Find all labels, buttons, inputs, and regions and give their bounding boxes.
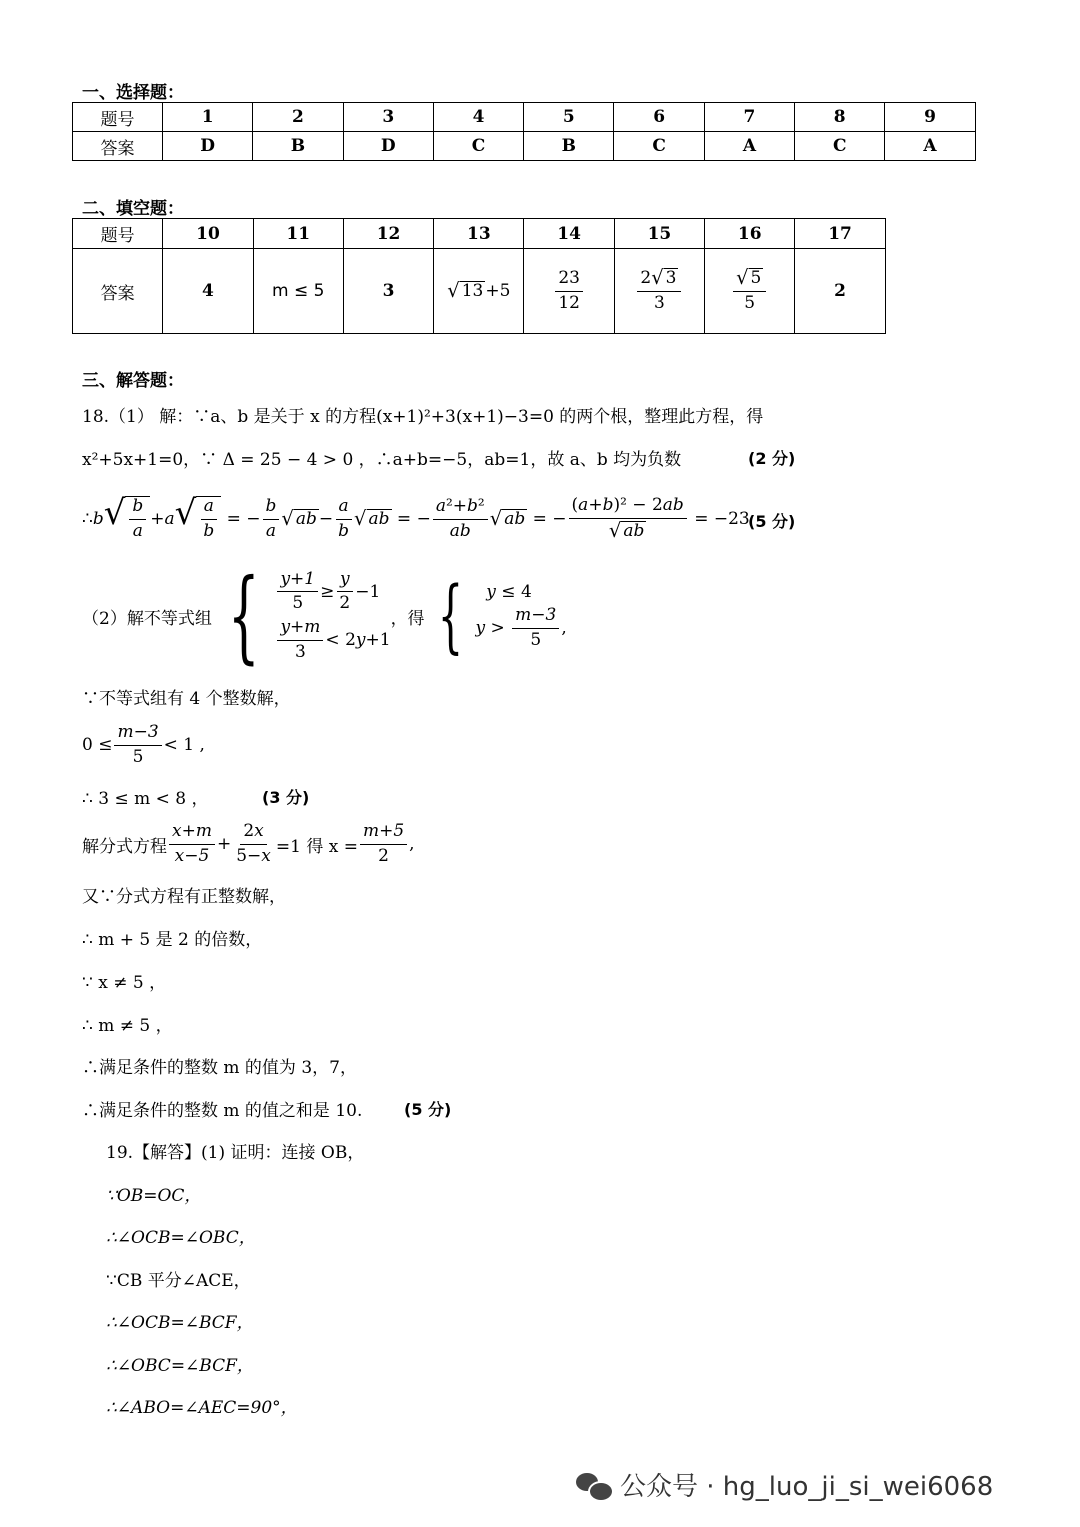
table-cell: 题号 <box>73 219 163 249</box>
q19-line7: ∴∠ABO=∠AEC=90°， <box>106 1398 298 1418</box>
section-title-fill: 二、填空题： <box>82 199 184 219</box>
q18-line10: ∴ m + 5 是 2 的倍数， <box>82 930 263 950</box>
expr-rest: +5 <box>485 280 511 301</box>
numerator: 23 <box>555 269 583 292</box>
table-cell: C <box>795 132 885 161</box>
table-cell: 6 <box>614 103 704 132</box>
radicand: 3 <box>665 268 677 289</box>
radicand: 13 <box>461 280 484 301</box>
q19-line2: ∵OB=OC， <box>106 1186 202 1206</box>
q18-line9: 又∵分式方程有正整数解， <box>82 887 286 907</box>
fill-answer-table <box>72 218 886 334</box>
q18-line5: ∵不等式组有 4 个整数解， <box>82 689 291 709</box>
table-cell: A <box>885 132 975 161</box>
coefficient: 2 <box>640 268 652 289</box>
table-cell: D <box>343 132 433 161</box>
table-cell: 7 <box>704 103 794 132</box>
table-cell: 14 <box>524 219 614 249</box>
table-cell: 4 <box>433 103 523 132</box>
table-cell: 13 <box>434 219 524 249</box>
table-cell: 11 <box>253 219 343 249</box>
sqrt-expression: √ 13 <box>447 278 484 302</box>
table-cell <box>434 249 524 334</box>
table-cell <box>524 249 614 334</box>
choice-answer-table <box>72 102 976 161</box>
table-cell: 4 <box>163 249 253 334</box>
table-cell: 答案 <box>73 132 163 161</box>
q19-line4: ∵CB 平分∠ACE， <box>106 1271 251 1291</box>
score-mark: (3 分) <box>262 788 310 807</box>
q18-line12: ∴ m ≠ 5 ， <box>82 1016 173 1036</box>
table-cell: 答案 <box>73 249 163 334</box>
table-cell <box>614 249 704 334</box>
q18-inequality-system: （2）解不等式组 { $\frac{y+1}{5}$ ≥ $\frac{y}{2}$ −1 $\frac{y+m}{3}$ < 2y+1 ，得 { y ≤ 4 y > $\frac{m-3}{5}$ , <box>82 557 567 674</box>
table-cell: 2 <box>795 249 885 334</box>
fraction <box>555 269 583 313</box>
q18-line13: ∴满足条件的整数 m 的值为 3，7， <box>82 1058 357 1078</box>
table-cell: 8 <box>795 103 885 132</box>
table-cell: B <box>253 132 343 161</box>
watermark-text: 公众号 · hg_luo_ji_si_wei6068 <box>620 1472 994 1502</box>
equation-prefix: 解分式方程 <box>82 836 167 857</box>
table-cell: 12 <box>343 219 433 249</box>
q18-line1: 18.（1） 解：∵a、b 是关于 x 的方程(x+1)²+3(x+1)−3=0 的两个根，整理此方程，得 <box>82 407 764 427</box>
inequality-mid: ，得 <box>390 608 425 629</box>
score-mark: (5 分) <box>404 1100 452 1119</box>
q18-formula: ∴ b √ $\frac{b}{a}$ + a √ $\frac{a}{b}$ = − $\frac{b}{a}$ √ ab − $\frac{a}{b}$ √ ab = − $\frac{\text{a²+b²}}{ab}$ √ ab = − (a+b)² − 2ab √ ab = −23 <box>82 493 750 542</box>
table-cell: 10 <box>163 219 253 249</box>
q18-line7: ∴ 3 ≤ m < 8 ， <box>82 789 209 809</box>
table-cell: C <box>433 132 523 161</box>
table-cell: 16 <box>705 219 795 249</box>
table-cell: D <box>163 132 253 161</box>
score-mark: (5 分) <box>748 512 796 531</box>
table-cell: A <box>704 132 794 161</box>
table-cell <box>705 249 795 334</box>
q18-line2: x²+5x+1=0，∵ Δ = 25 − 4 > 0 ，∴a+b=−5，ab=1，故 a、b 均为负数 <box>82 450 682 470</box>
table-cell: 17 <box>795 219 885 249</box>
table-row <box>73 103 976 132</box>
fraction: 2 √ 3 3 <box>637 268 681 313</box>
radicand: 5 <box>750 268 762 289</box>
denominator: 5 <box>744 293 756 313</box>
table-row <box>73 219 886 249</box>
table-cell: B <box>524 132 614 161</box>
score-mark: (2 分) <box>748 449 796 468</box>
watermark <box>576 1466 993 1503</box>
denominator: 12 <box>558 292 580 313</box>
q19-line3: ∴∠OCB=∠OBC， <box>106 1228 256 1248</box>
q18-fraction-equation: 解分式方程 $\frac{x+m}{x-5}$ + $\frac{2x}{5-x}$ =1 得 x = $\frac{m+5}{2}$ , <box>82 820 415 866</box>
equation-mid: =1 得 x = <box>275 836 358 857</box>
table-cell: 2 <box>253 103 343 132</box>
section-title-choice: 一、选择题： <box>82 83 184 103</box>
table-cell: 题号 <box>73 103 163 132</box>
table-cell: 3 <box>343 103 433 132</box>
table-cell: 9 <box>885 103 975 132</box>
table-cell: C <box>614 132 704 161</box>
table-cell: 3 <box>343 249 433 334</box>
q19-line1: 19.【解答】(1) 证明：连接 OB， <box>106 1143 365 1163</box>
q18-range-inequality: 0 ≤ $\frac{m-3}{5}$ < 1 , <box>82 721 205 767</box>
inequality-prefix: （2）解不等式组 <box>82 608 212 629</box>
fraction: √ 5 5 <box>733 268 766 313</box>
denominator: 3 <box>654 293 665 313</box>
table-row <box>73 132 976 161</box>
table-cell: 15 <box>614 219 704 249</box>
q19-line5: ∴∠OCB=∠BCF， <box>106 1313 254 1333</box>
section-title-solution: 三、解答题： <box>82 371 184 391</box>
q19-line6: ∴∠OBC=∠BCF， <box>106 1356 254 1376</box>
table-cell: m ≤ 5 <box>253 249 343 334</box>
wechat-icon <box>576 1471 612 1499</box>
table-row <box>73 249 886 334</box>
table-cell: 1 <box>163 103 253 132</box>
q18-line14: ∴满足条件的整数 m 的值之和是 10. <box>82 1101 363 1121</box>
q18-line11: ∵ x ≠ 5 ， <box>82 973 167 993</box>
table-cell: 5 <box>524 103 614 132</box>
